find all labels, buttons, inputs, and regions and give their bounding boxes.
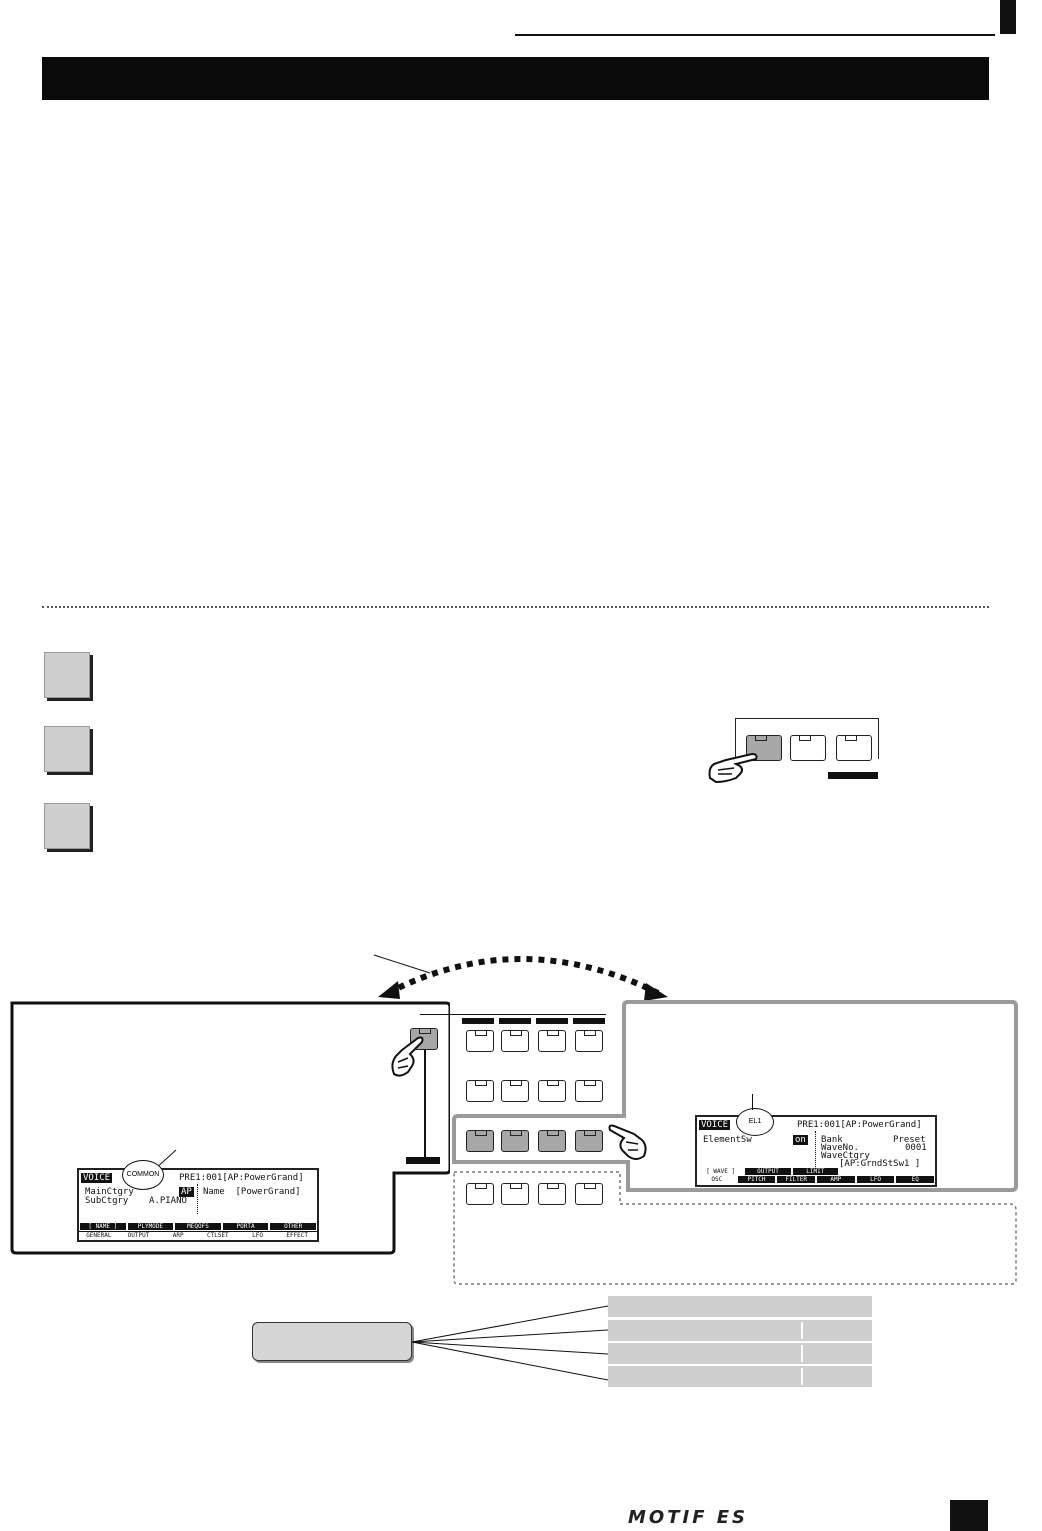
lcd-sub-tab[interactable]: OTHER bbox=[270, 1223, 316, 1230]
element-badge: EL1 bbox=[736, 1108, 774, 1136]
lcd-element-main-tabs bbox=[697, 1176, 935, 1183]
center-node-box bbox=[252, 1322, 412, 1361]
chapter-tab bbox=[1000, 0, 1016, 34]
element-bar-2 bbox=[608, 1320, 872, 1341]
pressing-hand-icon bbox=[706, 748, 762, 784]
lcd-divider bbox=[197, 1184, 198, 1214]
lcd-sub-tab[interactable]: PLYMODE bbox=[128, 1223, 174, 1230]
lcd-element-sub-tabs bbox=[697, 1168, 839, 1175]
toggle-arrow bbox=[360, 945, 680, 1005]
pointing-hand-icon bbox=[388, 1036, 428, 1080]
step-2-box bbox=[44, 726, 90, 772]
lcd-element-main-tab[interactable]: AMP bbox=[817, 1176, 855, 1183]
lcd-main-tab[interactable]: CTLSET bbox=[207, 1232, 229, 1239]
common-badge: COMMON bbox=[122, 1160, 164, 1190]
lcd-wave-name: [AP:GrndStSw1 ] bbox=[839, 1159, 921, 1169]
lcd-main-tab[interactable]: EFFECT bbox=[286, 1232, 309, 1239]
lcd-wave-category-label: WaveCtgry bbox=[821, 1151, 870, 1161]
lcd-element-mode: VOICE bbox=[701, 1120, 729, 1130]
lcd-element-main-tab[interactable]: FILTER bbox=[777, 1176, 815, 1183]
lcd-wave-no-value: 0001 bbox=[905, 1143, 927, 1153]
lcd-sub-tab[interactable]: [ NAME ] bbox=[80, 1223, 126, 1230]
lcd-bank-value: Preset bbox=[893, 1135, 926, 1145]
lcd-element-main-tab[interactable]: OSC bbox=[698, 1176, 736, 1183]
header-rule bbox=[515, 34, 995, 36]
lcd-element-main-tab[interactable]: LFO bbox=[857, 1176, 895, 1183]
lcd-main-tabs bbox=[79, 1231, 317, 1239]
lcd-element-sub-tab[interactable]: [ WAVE ] bbox=[698, 1168, 743, 1175]
lcd-main-tab[interactable]: GENERAL bbox=[86, 1232, 112, 1239]
lcd-bank-label: Bank bbox=[821, 1135, 843, 1145]
lcd-main-category-label: MainCtgry bbox=[85, 1187, 134, 1197]
lcd-main-tab[interactable]: OUTPUT bbox=[127, 1232, 150, 1239]
lcd-sub-category-value: A.PIANO bbox=[149, 1196, 187, 1206]
fanout-lines bbox=[408, 1300, 612, 1390]
brand-logo: MOTIF ES bbox=[628, 1507, 749, 1528]
lcd-main-tab[interactable]: ARP bbox=[172, 1232, 184, 1239]
lcd-sub-tabs bbox=[79, 1223, 317, 1230]
step-3-box bbox=[44, 803, 90, 849]
lcd-element-main-tab[interactable]: PITCH bbox=[738, 1176, 776, 1183]
lcd-element-screen bbox=[695, 1115, 937, 1187]
lcd-element-main-tab[interactable]: EQ bbox=[896, 1176, 934, 1183]
common-label-bar bbox=[406, 1157, 440, 1164]
lcd-element-switch-value: on bbox=[795, 1135, 806, 1145]
lcd-main-category-value: AP bbox=[181, 1187, 192, 1197]
lcd-element-switch-label: ElementSw bbox=[703, 1135, 752, 1145]
element-callout-line bbox=[752, 1094, 753, 1110]
panel-button-3[interactable] bbox=[836, 735, 872, 761]
section-title-bar bbox=[42, 57, 989, 100]
panel-button-2[interactable] bbox=[790, 735, 826, 761]
lcd-common-screen bbox=[77, 1168, 319, 1242]
element-bar-1 bbox=[608, 1296, 872, 1317]
lcd-element-voice: PRE1:001[AP:PowerGrand] bbox=[797, 1120, 922, 1130]
element-bar-4 bbox=[608, 1366, 872, 1387]
lcd-sub-tab[interactable]: PORTA bbox=[223, 1223, 269, 1230]
element-bar-3 bbox=[608, 1343, 872, 1364]
lcd-element-divider bbox=[815, 1131, 816, 1167]
lcd-mode: VOICE bbox=[83, 1173, 111, 1183]
lcd-voice-name: PRE1:001[AP:PowerGrand] bbox=[179, 1173, 304, 1183]
step-1-box bbox=[44, 652, 90, 698]
lcd-sub-category-label: SubCtgry bbox=[85, 1196, 129, 1206]
page-number-box bbox=[950, 1500, 988, 1531]
lcd-sub-tab[interactable]: MEQOFS bbox=[175, 1223, 221, 1230]
lcd-wave-no-label: WaveNo. bbox=[821, 1143, 859, 1153]
lcd-element-sub-tab[interactable]: LIMIT bbox=[793, 1168, 838, 1175]
lcd-main-tab[interactable]: LFO bbox=[252, 1232, 263, 1239]
lcd-name-field: Name [PowerGrand] bbox=[203, 1187, 301, 1197]
panel-label-bar bbox=[828, 772, 878, 779]
lcd-element-sub-tab[interactable]: OUTPUT bbox=[745, 1168, 790, 1175]
section-divider bbox=[42, 606, 989, 608]
